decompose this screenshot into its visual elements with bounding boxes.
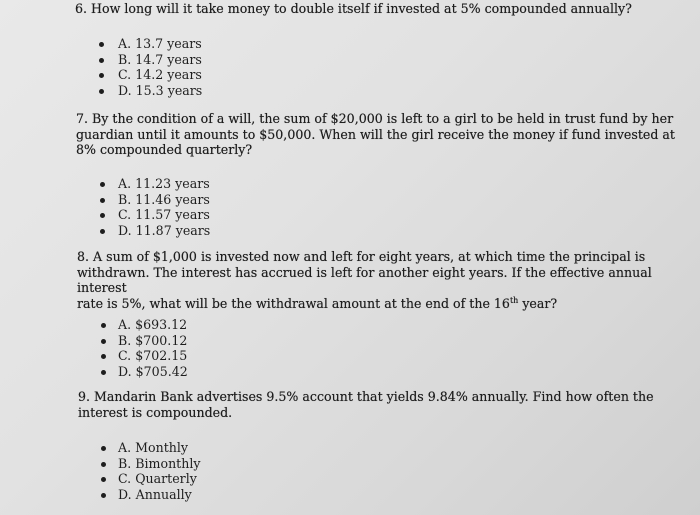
- bullet-icon: [101, 446, 106, 451]
- bullet-icon: [100, 229, 105, 234]
- bullet-icon: [101, 462, 106, 467]
- document-page: 6. How long will it take money to double itself if invested at 5% compounded annually? A. 13.7 years B. 14.7 years C. 14.2 years D. 15.3 years 7. By the condition of a will, the sum of $20,000 is left to a girl to be held in trust fund by her guardian until it amounts to $50,000. When will the girl receive the money if fund invested at 8% compounded quarterly? A. 11.23 years B. 11.46 years C. 11.57 years D. 11.87 years 8. A sum of $1,000 is invested now and left for eight years, at which time the principal is withdrawn. The interest has accrued is left for another eight years. If the effective annual interest rate is 5%, what will be the withdrawal amount at the end of the 16th year? A. $693.12 B. $700.12 C. $702.15 D. $705.42 9. Mandarin Bank advertises 9.5% account that yields 9.84% annually. Find how often the interest is compounded. A. Monthly B. Bimonthly C. Quarterly D. Annually: [0, 0, 700, 515]
- bullet-icon: [100, 213, 105, 218]
- bullet-icon: [101, 493, 106, 498]
- bullet-icon: [101, 370, 106, 375]
- bullet-icon: [99, 89, 104, 94]
- bullet-icon: [101, 339, 106, 344]
- question-8-stem: 8. A sum of $1,000 is invested now and left for eight years, at which time the principal is withdrawn. The interest has accrued is left for another eight years. If the effective annual interest rate is 5%, what will be the withdrawal amount at the end of the 16th year?: [77, 249, 652, 311]
- bullet-icon: [100, 198, 105, 203]
- question-6-stem: 6. How long will it take money to double itself if invested at 5% compounded annually?: [75, 1, 632, 16]
- question-9-stem: 9. Mandarin Bank advertises 9.5% account that yields 9.84% annually. Find how often the interest is compounded.: [78, 389, 654, 420]
- bullet-icon: [99, 42, 104, 47]
- bullet-icon: [100, 182, 105, 187]
- bullet-icon: [101, 323, 106, 328]
- bullet-icon: [99, 73, 104, 78]
- bullet-icon: [99, 58, 104, 63]
- question-7-stem: 7. By the condition of a will, the sum of $20,000 is left to a girl to be held in trust fund by her guardian until it amounts to $50,000. When will the girl receive the money if fund invested at 8% compounded quarterly?: [76, 111, 675, 157]
- bullet-icon: [101, 354, 106, 359]
- bullet-icon: [101, 477, 106, 482]
